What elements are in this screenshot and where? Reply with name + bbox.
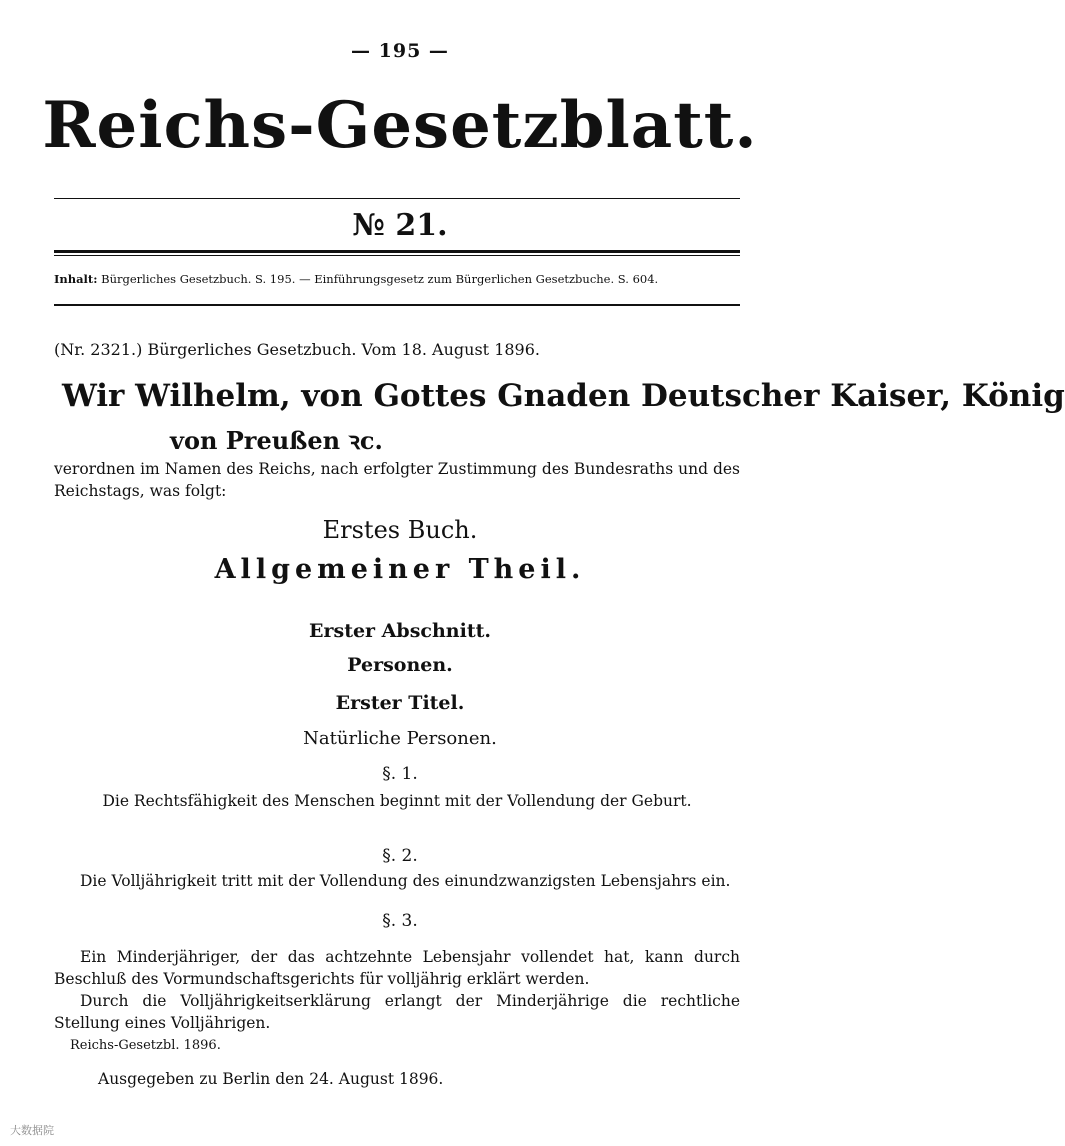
paragraph-number-1: §. 1. xyxy=(382,764,418,784)
contents-text: Bürgerliches Gesetzbuch. S. 195. — Einführungsgesetz zum Bürgerlichen Gesetzbuche. S. 604. xyxy=(101,272,659,286)
source-note: Reichs-Gesetzbl. 1896. xyxy=(70,1038,221,1053)
title-subtitle: Natürliche Personen. xyxy=(303,728,497,749)
contents-label: Inhalt: xyxy=(54,272,98,286)
preamble-line-2: von Preußen ꝛc. xyxy=(170,426,383,455)
issue-number: № 21. xyxy=(352,208,448,243)
part-heading: Allgemeiner Theil. xyxy=(214,554,586,585)
paragraph-3-sentence-2 xyxy=(54,990,740,1034)
paragraph-3-sentence-1 xyxy=(54,946,740,990)
paragraph-text-1: Die Rechtsfähigkeit des Menschen beginnt mit der Vollendung der Geburt. xyxy=(102,792,692,810)
masthead-divider xyxy=(54,198,740,199)
paragraph-2-body: Die Volljährigkeit tritt mit der Vollendung des einundzwanzigsten Lebensjahrs ein. xyxy=(80,872,731,890)
table-of-contents xyxy=(54,272,740,286)
preamble-line-1: Wir Wilhelm, von Gottes Gnaden Deutscher Kaiser, König xyxy=(62,378,1065,414)
issue-date-line: Ausgegeben zu Berlin den 24. August 1896. xyxy=(98,1070,444,1088)
book-heading: Erstes Buch. xyxy=(322,516,478,544)
issue-divider-thick xyxy=(54,250,740,253)
page-number: — 195 — xyxy=(351,40,449,62)
paragraph-number-3: §. 3. xyxy=(382,911,418,931)
paragraph-text-3 xyxy=(54,946,740,1034)
paragraph-3-body-2: Durch die Volljährigkeitserklärung erlangt der Minderjährige die rechtliche Stellung eines Volljährigen. xyxy=(54,992,740,1032)
section-heading: Erster Abschnitt. xyxy=(309,620,491,642)
enacting-clause: verordnen im Namen des Reichs, nach erfolgter Zustimmung des Bundesraths und des Reichstags, was folgt: xyxy=(54,460,740,500)
title-heading: Erster Titel. xyxy=(335,692,465,714)
watermark: 大数据院 xyxy=(10,1124,54,1137)
contents-divider xyxy=(54,304,740,306)
section-subtitle: Personen. xyxy=(347,654,453,676)
issue-divider-thin xyxy=(54,255,740,256)
paragraph-text-2 xyxy=(54,870,740,892)
masthead-title: Reichs-Gesetzblatt. xyxy=(42,88,758,163)
paragraph-3-body-1: Ein Minderjähriger, der das achtzehnte Lebensjahr vollendet hat, kann durch Beschluß des Vormundschaftsgerichts für volljährig erklärt werden. xyxy=(54,948,740,988)
paragraph-number-2: §. 2. xyxy=(382,846,418,866)
law-header: (Nr. 2321.) Bürgerliches Gesetzbuch. Vom 18. August 1896. xyxy=(54,340,540,359)
